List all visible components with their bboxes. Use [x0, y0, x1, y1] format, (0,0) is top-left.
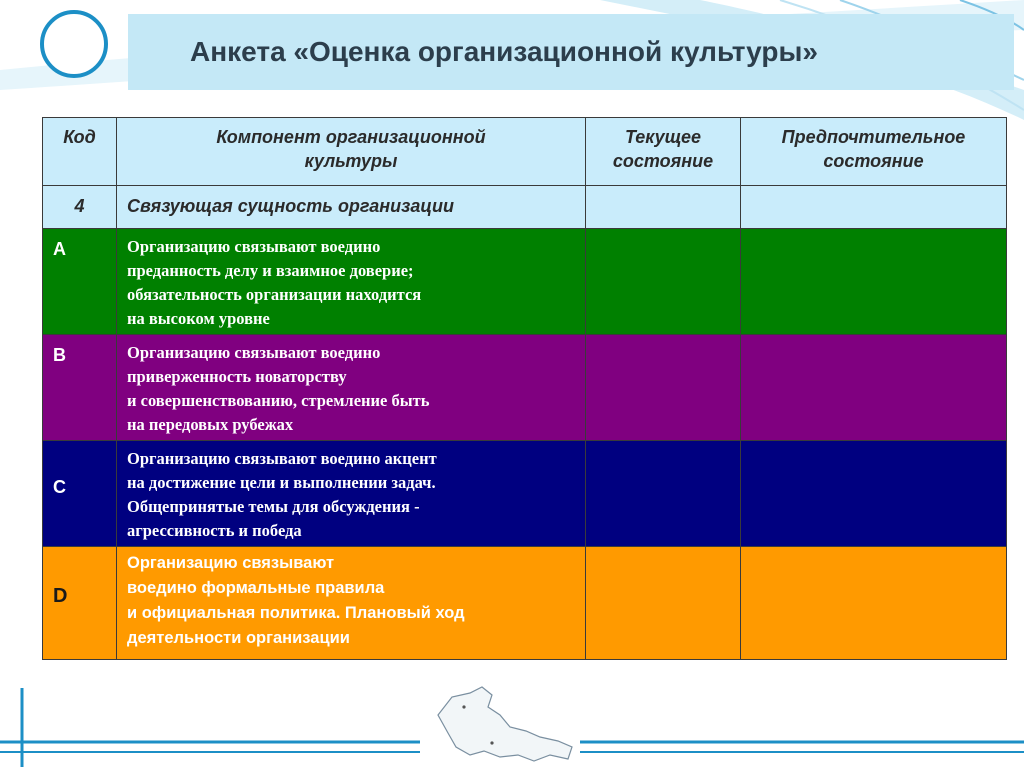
row-letter-cell: [43, 335, 117, 441]
section-number-cell: [43, 186, 117, 229]
title-banner: [128, 14, 1014, 90]
row-letter-cell: [43, 547, 117, 660]
row-description-line: агрессивность и победа: [127, 521, 302, 540]
table-row-c: [43, 441, 1007, 547]
header-current-line: состояние: [612, 151, 714, 171]
header-current: [586, 118, 741, 186]
header-current-line: Текущее: [624, 127, 702, 147]
row-description-line: на достижение цели и выполнении задач.: [127, 473, 436, 492]
row-description-line: Организацию связывают воедино: [127, 237, 381, 256]
row-description-line: на передовых рубежах: [127, 415, 294, 434]
row-description-line: на высоком уровне: [127, 309, 270, 328]
page-title: Анкета «Оценка организационной культуры»: [190, 36, 818, 67]
row-description-line: воедино формальные правила: [127, 579, 385, 597]
row-current-cell[interactable]: [586, 547, 741, 660]
header-component-line: культуры: [304, 151, 398, 171]
section-row: [43, 186, 1007, 229]
section-number: 4: [74, 196, 85, 216]
row-description-cell: [117, 441, 586, 547]
region-map-icon: [430, 685, 580, 767]
decorative-circle-icon: [40, 10, 108, 78]
row-description-line: и совершенствованию, стремление быть: [127, 391, 430, 410]
table-header-row: [43, 118, 1007, 186]
row-description-cell: [117, 335, 586, 441]
survey-table: [42, 117, 1007, 660]
section-title-cell: [117, 186, 586, 229]
row-letter: A: [53, 239, 66, 259]
row-description-line: Общепринятые темы для обсуждения -: [127, 497, 420, 516]
header-preferred: [741, 118, 1007, 186]
row-preferred-cell[interactable]: [741, 229, 1007, 335]
row-description-cell: [117, 229, 586, 335]
row-preferred-cell[interactable]: [741, 547, 1007, 660]
row-description-cell: [117, 547, 586, 660]
row-description-line: Организацию связывают воедино акцент: [127, 449, 437, 468]
row-letter: B: [53, 345, 66, 365]
row-description-line: обязательность организации находится: [127, 285, 422, 304]
row-letter-cell: [43, 441, 117, 547]
row-description-line: приверженность новаторству: [127, 367, 347, 386]
row-letter-cell: [43, 229, 117, 335]
row-preferred-cell[interactable]: [741, 441, 1007, 547]
header-preferred-line: Предпочтительное: [781, 127, 966, 147]
header-component-line: Компонент организационной: [216, 127, 486, 147]
section-preferred-cell[interactable]: [741, 186, 1007, 229]
header-preferred-line: состояние: [823, 151, 924, 171]
row-letter: D: [53, 585, 68, 607]
section-current-cell[interactable]: [586, 186, 741, 229]
header-component: [117, 118, 586, 186]
row-current-cell[interactable]: [586, 441, 741, 547]
row-description-line: деятельности организации: [127, 629, 350, 647]
table-row-d: [43, 547, 1007, 660]
header-code: Код: [43, 118, 117, 186]
row-description-line: Организацию связывают воедино: [127, 343, 381, 362]
row-description-line: и официальная политика. Плановый ход: [127, 604, 465, 622]
row-description-line: преданность делу и взаимное доверие;: [127, 261, 414, 280]
row-preferred-cell[interactable]: [741, 335, 1007, 441]
section-title: Связующая сущность организации: [127, 196, 454, 216]
row-letter: C: [53, 477, 66, 497]
row-description-line: Организацию связывают: [127, 554, 335, 572]
row-current-cell[interactable]: [586, 335, 741, 441]
table-row-a: [43, 229, 1007, 335]
table-row-b: [43, 335, 1007, 441]
row-current-cell[interactable]: [586, 229, 741, 335]
